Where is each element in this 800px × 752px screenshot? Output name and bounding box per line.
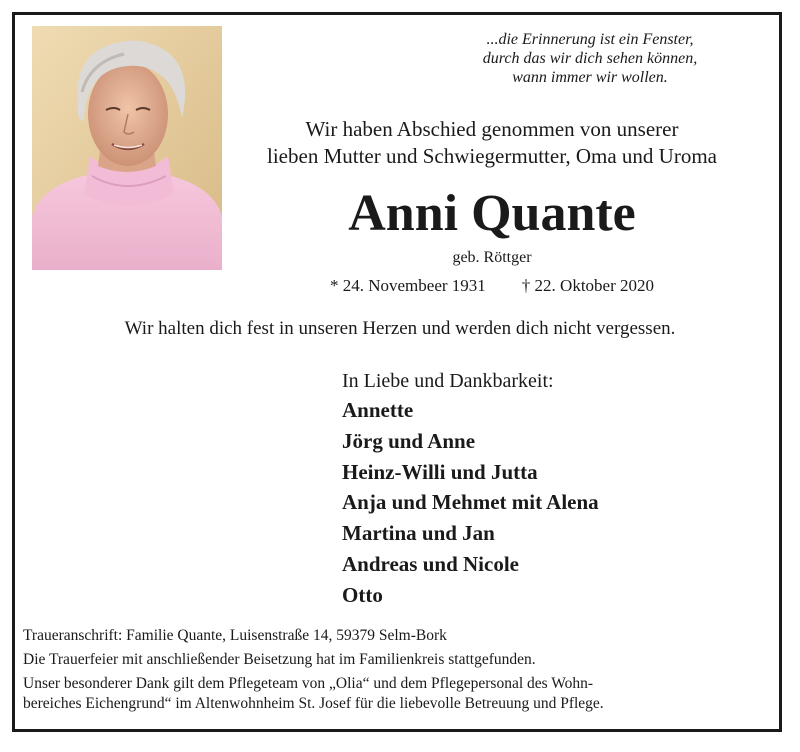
portrait-photo <box>32 26 222 270</box>
family-member: Otto <box>342 582 383 607</box>
thanks-line: Unser besonderer Dank gilt dem Pflegeteam von „Olia“ und dem Pflegepersonal des Wohn- <box>23 675 594 692</box>
birth-date: * 24. Novembeer 1931 <box>329 276 486 295</box>
footer-notes <box>23 626 763 714</box>
motto-text: Wir halten dich fest in unseren Herzen und werden dich nicht vergessen. <box>124 318 676 339</box>
family-member: Andreas und Nicole <box>342 551 519 576</box>
memorial-quote <box>420 30 760 87</box>
family-list <box>342 367 762 611</box>
family-member: Martina und Jan <box>342 521 495 546</box>
maiden-name: geb. Röttger <box>452 249 532 266</box>
family-lead: In Liebe und Dankbarkeit: <box>342 370 554 392</box>
life-dates <box>232 275 752 297</box>
deceased-name: Anni Quante <box>348 185 636 242</box>
mourning-address: Traueranschrift: Familie Quante, Luisenstraße 14, 59379 Selm-Bork <box>23 627 447 644</box>
family-member: Heinz-Willi und Jutta <box>342 459 538 484</box>
intro-line: Wir haben Abschied genommen von unserer <box>305 117 679 141</box>
family-member: Anja und Mehmet mit Alena <box>342 490 599 515</box>
thanks-line: bereiches Eichengrund“ im Altenwohnheim St. Josef für die liebevolle Betreuung und Pflege. <box>23 695 604 712</box>
quote-line: ...die Erinnerung ist ein Fenster, <box>486 31 694 48</box>
portrait-illustration <box>32 26 222 270</box>
family-member: Annette <box>342 398 414 422</box>
intro-text <box>232 116 752 170</box>
death-date: † 22. Oktober 2020 <box>521 276 655 295</box>
family-member: Jörg und Anne <box>342 428 476 453</box>
intro-line: lieben Mutter und Schwiegermutter, Oma und Uroma <box>267 144 717 168</box>
quote-line: durch das wir dich sehen können, <box>482 50 698 67</box>
ceremony-note: Die Trauerfeier mit anschließender Beisetzung hat im Familienkreis stattgefunden. <box>23 651 536 668</box>
quote-line: wann immer wir wollen. <box>512 69 668 86</box>
